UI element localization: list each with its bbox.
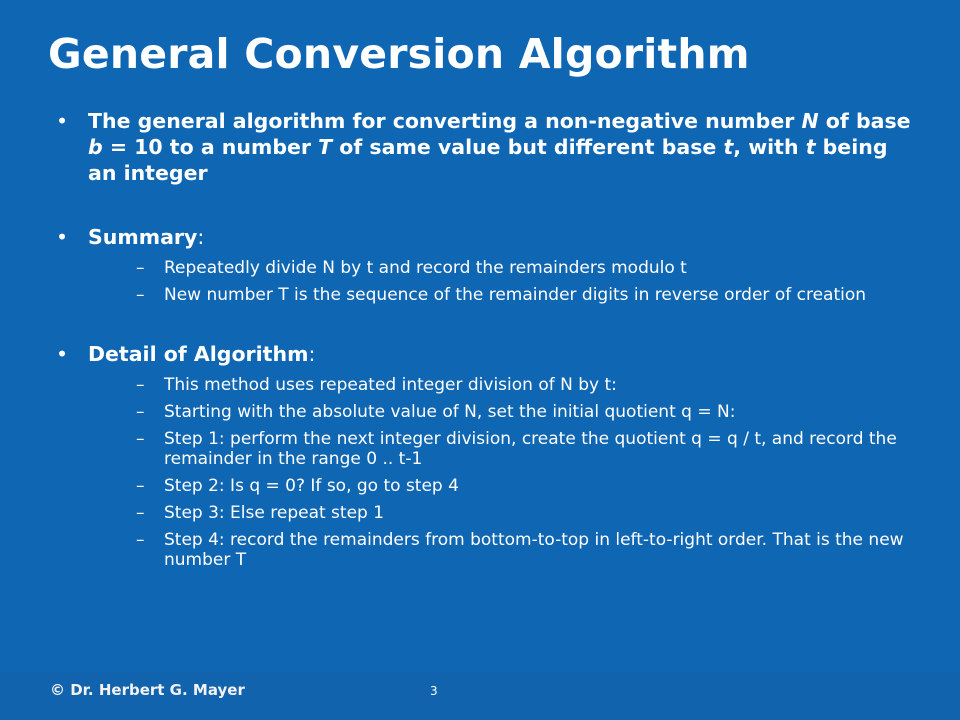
list-item: – Step 1: perform the next integer division, create the quotient q = q / t, and record the remainder in the range 0 .. t-1 — [136, 429, 897, 469]
list-item: – This method uses repeated integer division of N by t: — [136, 375, 617, 395]
footer-author: © Dr. Herbert G. Mayer — [50, 681, 245, 699]
slide-title: General Conversion Algorithm — [48, 30, 750, 78]
list-item: – Repeatedly divide N by t and record the remainders modulo t — [136, 258, 687, 278]
bullet-summary — [52, 224, 922, 305]
detail-colon: : — [308, 342, 316, 366]
bullet-dot: • — [56, 109, 69, 133]
bullet-detail — [52, 341, 922, 570]
list-item: – New number T is the sequence of the remainder digits in reverse order of creation — [136, 285, 867, 305]
summary-heading: Summary — [88, 225, 198, 249]
slide-content — [52, 108, 922, 577]
summary-list — [88, 258, 922, 305]
list-item: – Step 2: Is q = 0? If so, go to step 4 — [136, 476, 459, 496]
bullet-dot: • — [56, 225, 69, 249]
list-item: – Step 3: Else repeat step 1 — [136, 503, 385, 523]
detail-list — [88, 375, 922, 570]
page-number: 3 — [430, 684, 438, 698]
bullet-dot: • — [56, 342, 69, 366]
intro-text: The general algorithm for converting a non-negative number N of base b = 10 to a number T of same value but different base t, with t being an integer — [88, 109, 911, 185]
bullet-intro — [52, 108, 922, 186]
detail-heading: Detail of Algorithm — [88, 342, 309, 366]
list-item: – Step 4: record the remainders from bottom-to-top in left-to-right order. That is the new number T — [136, 530, 904, 570]
list-item: – Starting with the absolute value of N, set the initial quotient q = N: — [136, 402, 736, 422]
summary-colon: : — [197, 225, 205, 249]
